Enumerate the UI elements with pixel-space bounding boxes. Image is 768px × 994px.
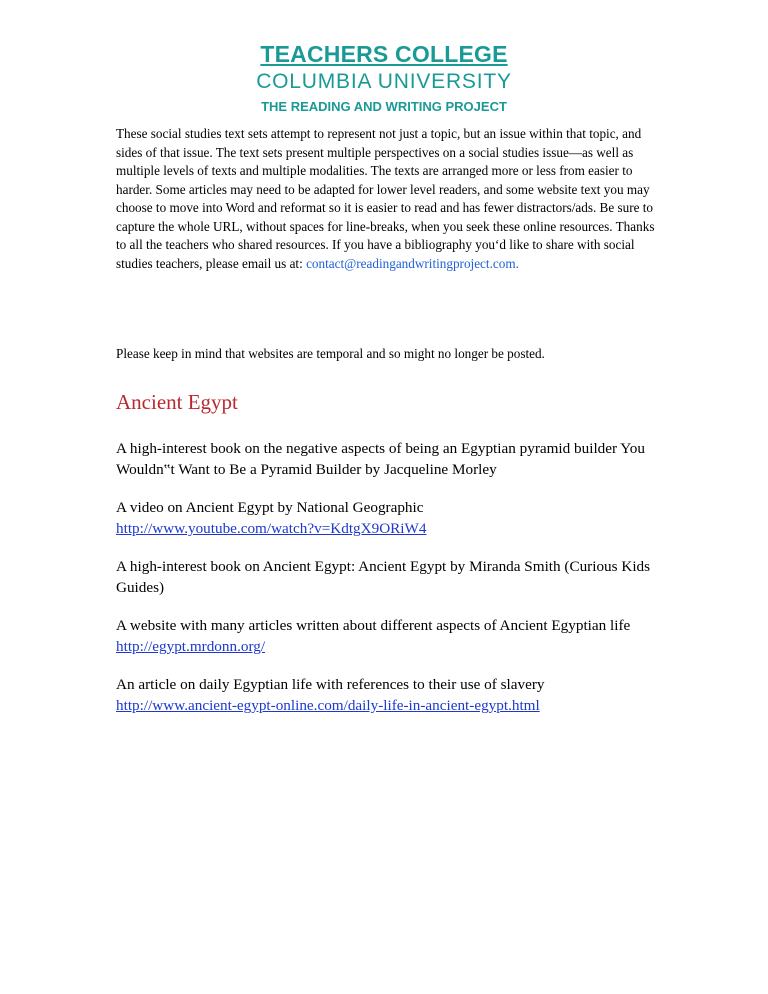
resource-description: A website with many articles written about different aspects of Ancient Egyptian life [116,617,631,634]
resource-link[interactable]: http://www.youtube.com/watch?v=KdtgX9ORiW4 [116,520,427,537]
resource-link[interactable]: http://egypt.mrdonn.org/ [116,638,266,655]
section-title: Ancient Egypt [116,390,238,414]
letterhead [0,40,768,118]
resource-entry [116,556,671,598]
resource-entry [116,615,671,657]
resource-description: A high-interest book on the negative aspects of being an Egyptian pyramid builder You Wouldn‟t Want to Be a Pyramid Builder by Jacqueline Morley [116,440,645,478]
resource-entry [116,674,671,716]
intro-text: These social studies text sets attempt to represent not just a topic, but an issue within that topic, and sides of that issue. The text sets present multiple perspectives on a social studies issue—as well as multiple levels of texts and multiple modalities. The texts are arranged more or less from easier to harder. Some articles may need to be adapted for lower level readers, and some website text you may choose to move into Word and reformat so it is easier to read and has fewer distractors/ads. Be sure to capture the whole URL, without spaces for line-breaks, when you seek these online resources. Thanks to all the teachers who shared resources. If you have a bibliography you‘d like to share with social studies teachers, please email us at: [116,126,655,271]
note-paragraph: Please keep in mind that websites are temporal and so might no longer be posted. [116,346,545,361]
letterhead-university: COLUMBIA UNIVERSITY [256,70,512,93]
resource-entry [116,497,671,539]
resource-description: An article on daily Egyptian life with references to their use of slavery [116,676,545,693]
resource-list [116,438,671,733]
intro-paragraph [116,125,656,273]
resource-description: A high-interest book on Ancient Egypt: Ancient Egypt by Miranda Smith (Curious Kids Guides) [116,558,651,596]
letterhead-college: TEACHERS COLLEGE [260,41,508,67]
resource-entry [116,438,671,480]
letterhead-project: THE READING AND WRITING PROJECT [261,99,507,114]
resource-description: A video on Ancient Egypt by National Geographic [116,499,424,516]
resource-link[interactable]: http://www.ancient-egypt-online.com/daily-life-in-ancient-egypt.html [116,697,540,714]
contact-email[interactable]: contact@readingandwritingproject.com. [306,255,519,271]
